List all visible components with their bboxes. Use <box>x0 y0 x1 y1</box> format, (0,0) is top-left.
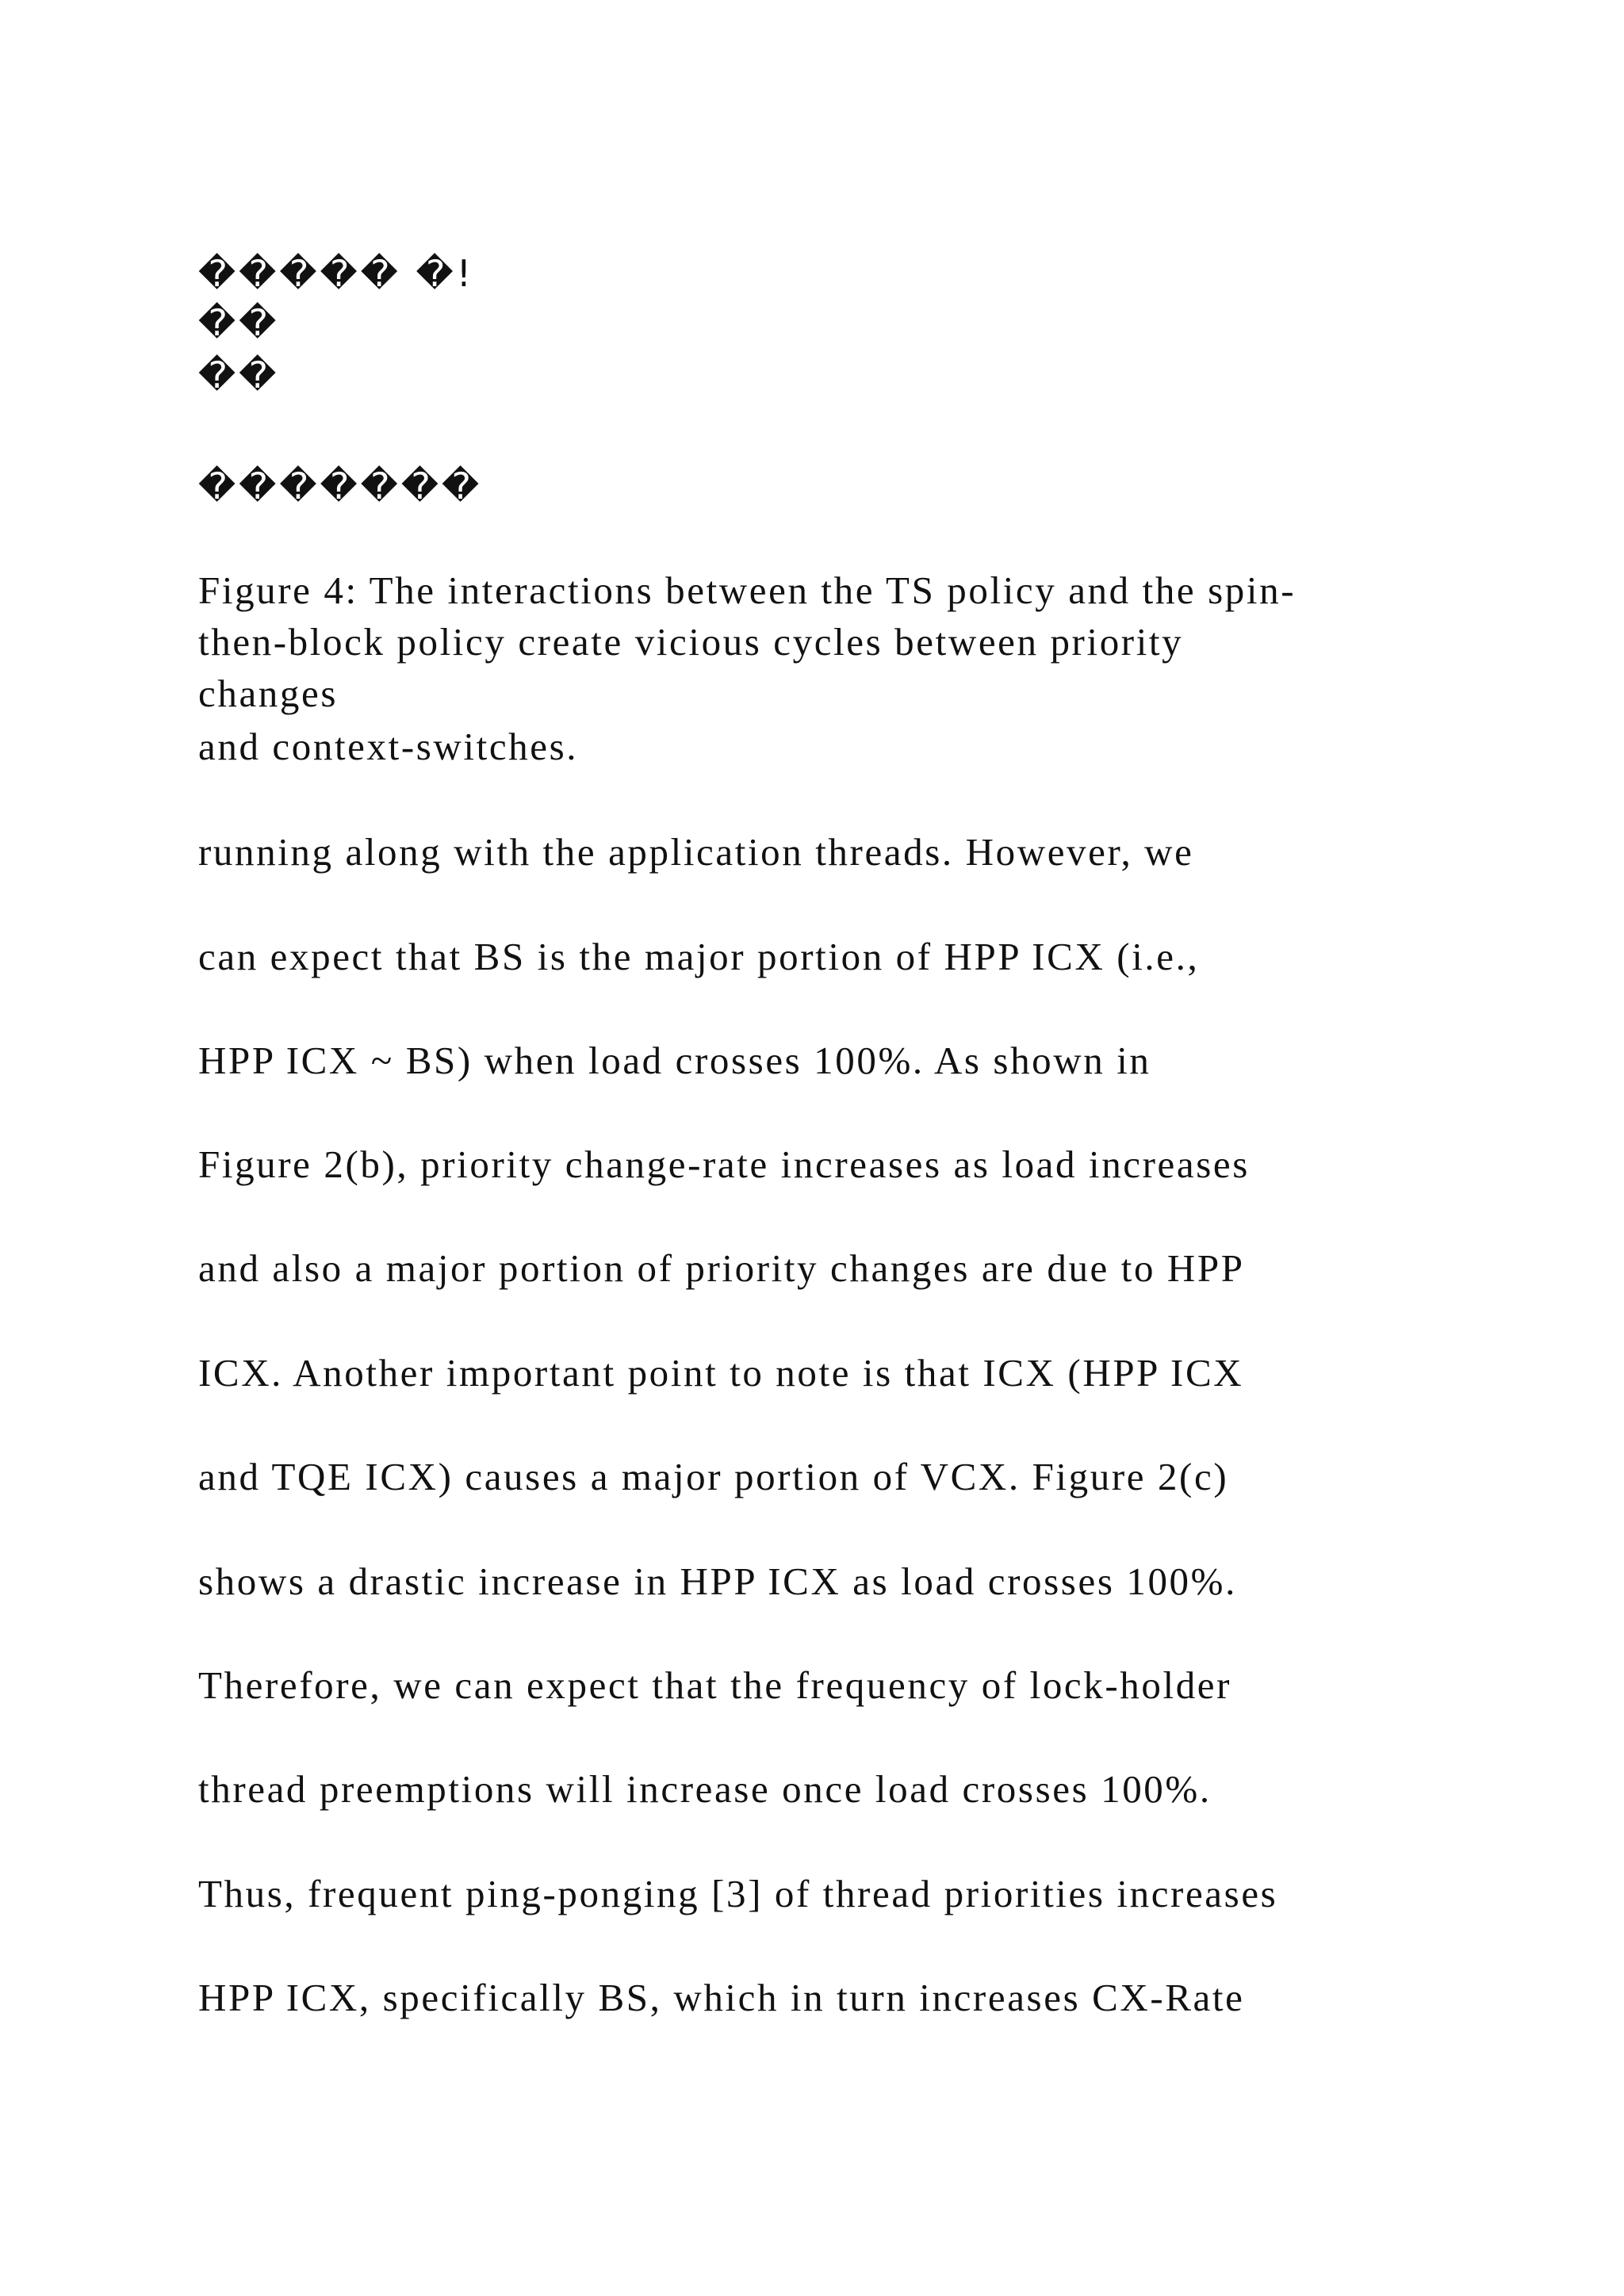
figure-caption-line: Figure 4: The interactions between the TS policy and the spin- <box>198 568 1297 612</box>
figure-caption-line: and context-switches. <box>198 725 579 768</box>
body-text-line: and also a major portion of priority changes are due to HPP <box>198 1246 1245 1290</box>
body-text-line: running along with the application threads. However, we <box>198 830 1194 874</box>
garbled-glyph-line: ����� �! <box>198 252 475 295</box>
body-text-line: Therefore, we can expect that the frequency of lock-holder <box>198 1663 1232 1707</box>
body-text-line: Figure 2(b), priority change-rate increases as load increases <box>198 1142 1250 1186</box>
body-text-line: and TQE ICX) causes a major portion of VCX. Figure 2(c) <box>198 1455 1229 1498</box>
garbled-glyph-line: �� <box>198 301 280 344</box>
body-text-line: HPP ICX ~ BS) when load crosses 100%. As shown in <box>198 1039 1151 1082</box>
garbled-glyph-line: �� <box>198 354 280 396</box>
body-text-line: can expect that BS is the major portion of HPP ICX (i.e., <box>198 935 1200 978</box>
body-text-line: Thus, frequent ping-ponging [3] of thread priorities increases <box>198 1872 1278 1915</box>
figure-caption-line: changes <box>198 672 339 715</box>
body-text-line: shows a drastic increase in HPP ICX as load crosses 100%. <box>198 1559 1237 1603</box>
garbled-glyph-line: ������� <box>198 465 483 507</box>
body-text-line: HPP ICX, specifically BS, which in turn increases CX-Rate <box>198 1976 1245 2019</box>
body-text-line: thread preemptions will increase once load crosses 100%. <box>198 1767 1212 1811</box>
body-text-line: ICX. Another important point to note is that ICX (HPP ICX <box>198 1351 1244 1395</box>
figure-caption-line: then-block policy create vicious cycles between priority <box>198 620 1184 664</box>
